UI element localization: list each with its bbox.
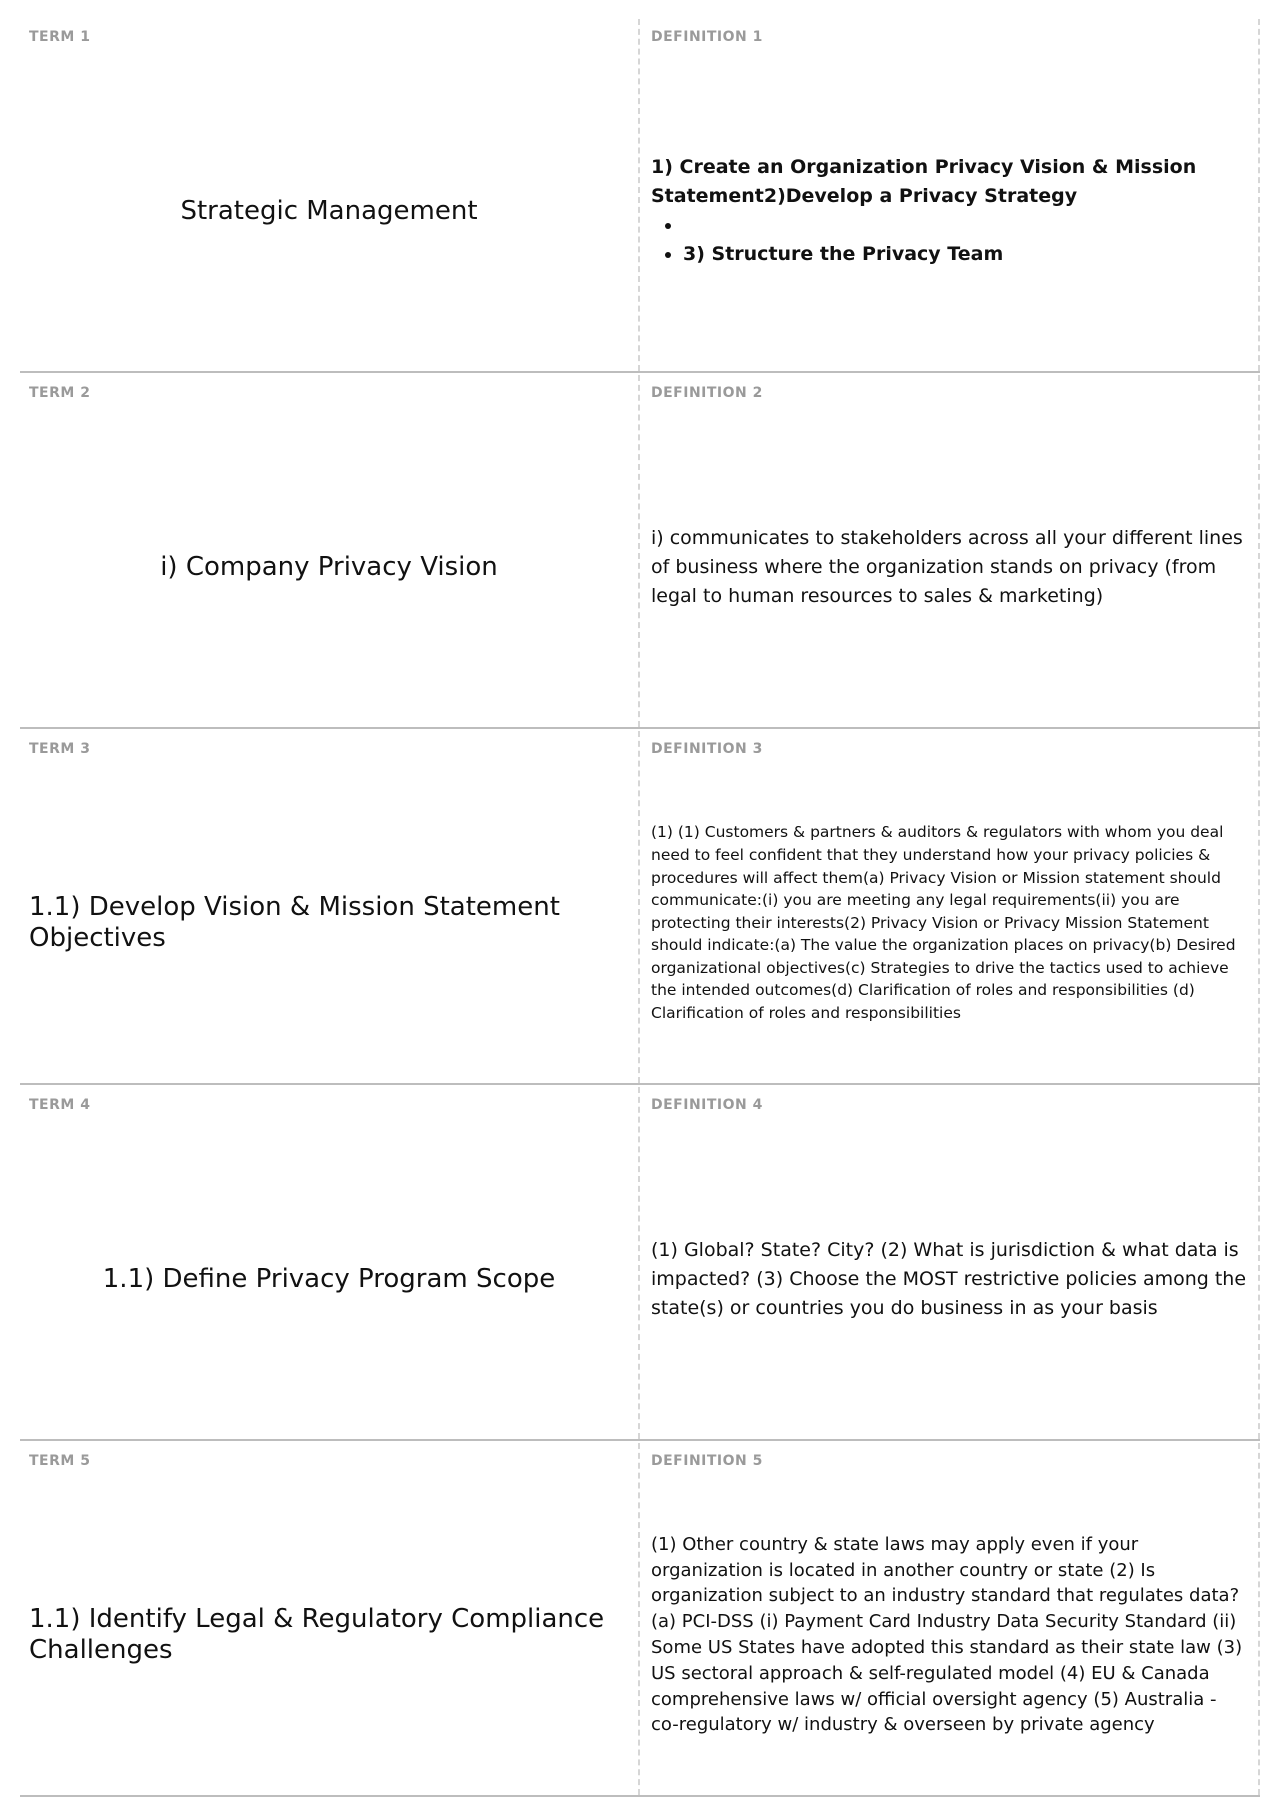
definition-bullet-empty <box>683 211 1249 240</box>
term-body <box>29 59 629 363</box>
definition-label: DEFINITION 5 <box>651 1453 763 1469</box>
definition-body <box>651 1127 1249 1431</box>
flashcard-sheet <box>20 19 1260 1797</box>
term-label: TERM 3 <box>29 741 91 757</box>
term-body <box>29 1127 629 1431</box>
card-row-1 <box>20 19 1260 373</box>
definition-bullet-list <box>651 211 1249 269</box>
definition-body <box>651 415 1249 719</box>
term-label: TERM 4 <box>29 1097 91 1113</box>
term-cell <box>20 19 640 371</box>
definition-text: i) communicates to stakeholders across all your different lines of business where the organization stands on privacy (from legal to human resources to sales & marketing) <box>651 526 1243 607</box>
term-label: TERM 2 <box>29 385 91 401</box>
term-text: i) Company Privacy Vision <box>160 551 498 582</box>
definition-cell <box>642 731 1260 1083</box>
term-body <box>29 415 629 719</box>
definition-label: DEFINITION 1 <box>651 29 763 45</box>
card-row-2 <box>20 375 1260 729</box>
card-row-3 <box>20 731 1260 1085</box>
term-cell <box>20 1087 640 1439</box>
definition-intro: 1) Create an Organization Privacy Vision & Mission Statement2)Develop a Privacy Strategy <box>651 156 1197 207</box>
card-row-5 <box>20 1443 1260 1797</box>
definition-label: DEFINITION 3 <box>651 741 763 757</box>
definition-bullet: • 3) Structure the Privacy Team <box>683 240 1249 269</box>
definition-text: (1) (1) Customers & partners & auditors & regulators with whom you deal need to feel confident that they understand how your privacy policies & procedures will affect them(a) Privacy Vision or Mission statement should communicate:(i) you are meeting any legal requirements(ii) you are protecting their interests(2) Privacy Vision or Privacy Mission Statement should indicate:(a) The value the organization places on privacy(b) Desired organizational objectives(c) Strategies to drive the tactics used to achieve the intended outcomes(d) Clarification of roles and responsibilities (d) Clarification of roles and responsibilities <box>651 823 1236 1023</box>
definition-body <box>651 1483 1249 1787</box>
term-text: 1.1) Identify Legal & Regulatory Compliance Challenges <box>29 1604 605 1665</box>
term-text: 1.1) Develop Vision & Mission Statement Objectives <box>29 892 560 953</box>
term-label: TERM 5 <box>29 1453 91 1469</box>
definition-cell <box>642 1087 1260 1439</box>
definition-text <box>651 153 1249 269</box>
definition-body <box>651 59 1249 363</box>
term-cell <box>20 375 640 727</box>
term-text: Strategic Management <box>180 195 478 226</box>
definition-text: (1) Global? State? City? (2) What is jurisdiction & what data is impacted? (3) Choose the MOST restrictive policies among the state(s) or countries you do business in as your basis <box>651 1238 1247 1319</box>
term-cell <box>20 731 640 1083</box>
term-text: 1.1) Define Privacy Program Scope <box>102 1263 556 1294</box>
definition-cell <box>642 19 1260 371</box>
definition-label: DEFINITION 2 <box>651 385 763 401</box>
term-body <box>29 1483 629 1787</box>
term-cell <box>20 1443 640 1795</box>
definition-cell <box>642 375 1260 727</box>
term-body <box>29 771 629 1075</box>
definition-cell <box>642 1443 1260 1795</box>
definition-text: (1) Other country & state laws may apply even if your organization is located in another country or state (2) Is organization subject to an industry standard that regulates data? (a) PCI-DSS (i) Payment Card Industry Data Security Standard (ii) Some US States have adopted this standard as their state law (3) US sectoral approach & self-regulated model (4) EU & Canada comprehensive laws w/ official oversight agency (5) Australia - co-regulatory w/ industry & overseen by private agency <box>651 1533 1243 1736</box>
definition-body <box>651 771 1249 1075</box>
definition-label: DEFINITION 4 <box>651 1097 763 1113</box>
card-row-4 <box>20 1087 1260 1441</box>
term-label: TERM 1 <box>29 29 91 45</box>
